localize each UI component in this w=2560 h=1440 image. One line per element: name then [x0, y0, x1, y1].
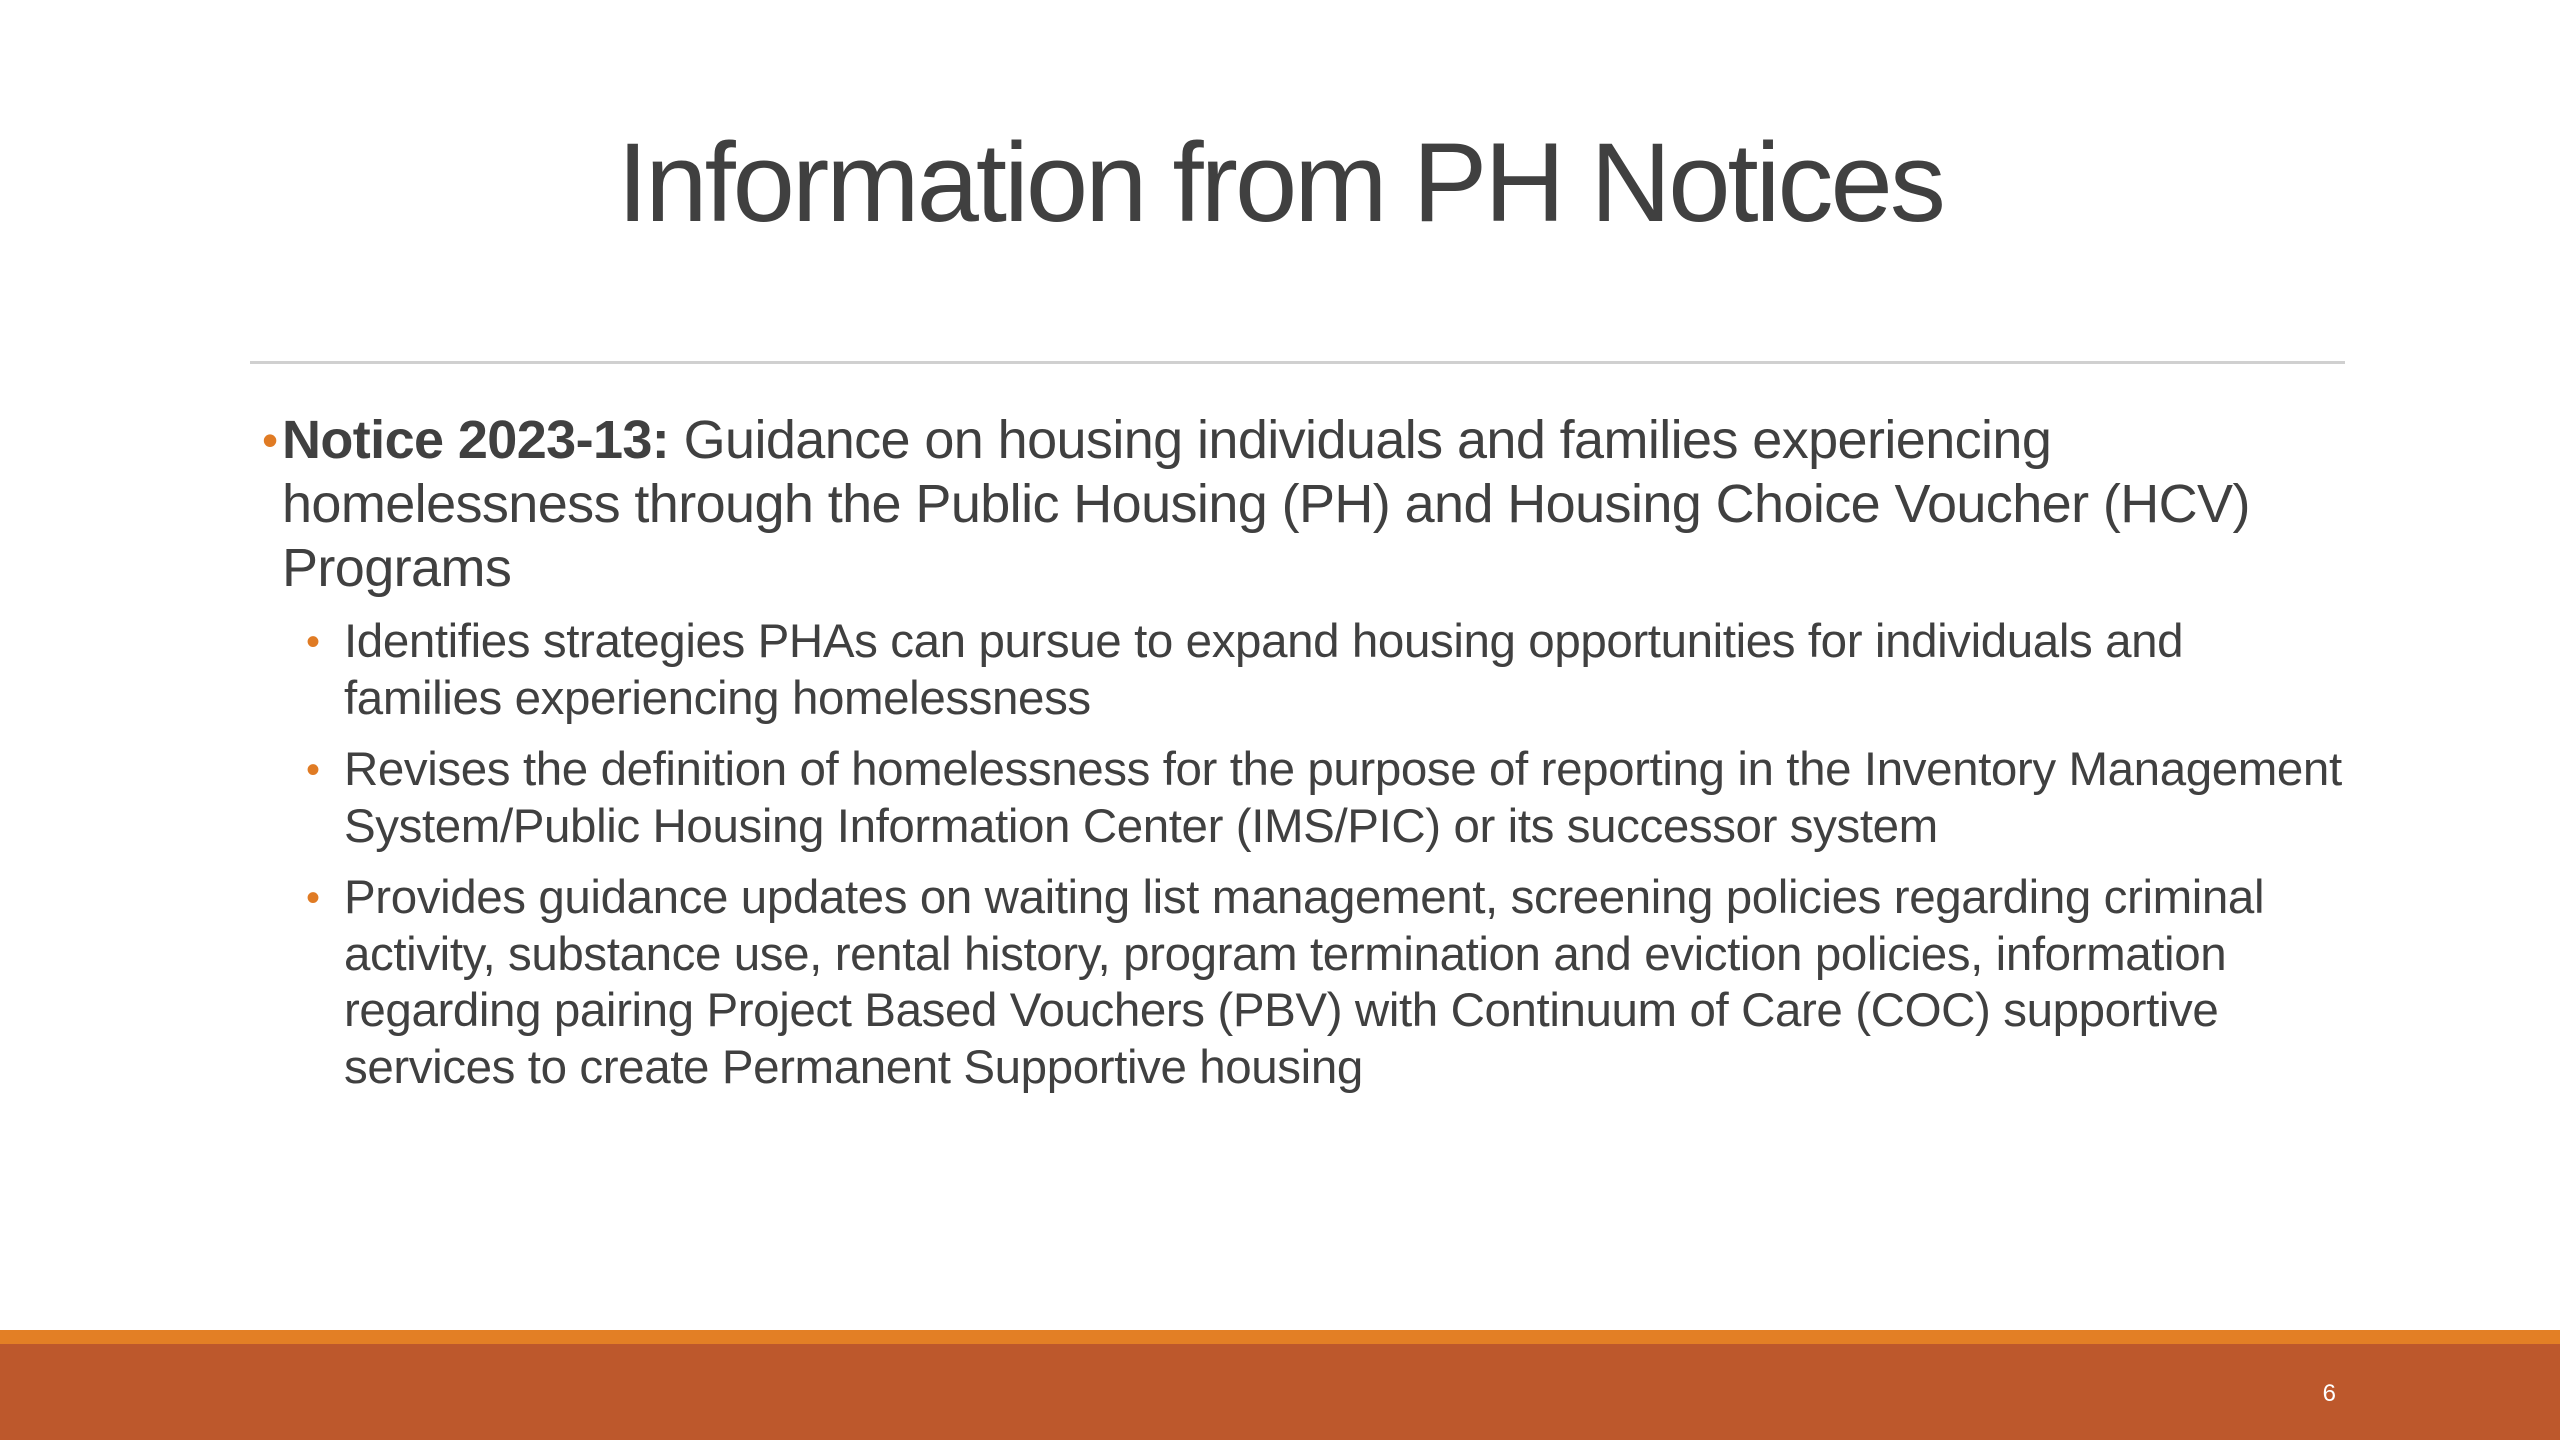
- footer-accent-stripe: [0, 1330, 2560, 1344]
- sub-bullet: [262, 614, 2352, 727]
- main-bullet: [262, 408, 2352, 600]
- page-number: 6: [2322, 1380, 2336, 1407]
- sub-bullet-text: Revises the definition of homelessness for the purpose of reporting in the Inventory Management System/Public Housing Information Center (IMS/PIC) or its successor system: [344, 743, 2342, 853]
- main-bullet-text: Guidance on housing individuals and families experiencing homelessness through the Public Housing (PH) and Housing Choice Voucher (HCV) Programs: [282, 410, 2250, 598]
- sub-bullet: [262, 870, 2352, 1096]
- bullet-dot-icon: •: [306, 876, 320, 920]
- slide-body: [262, 408, 2352, 1111]
- bullet-dot-icon: •: [306, 748, 320, 792]
- bullet-dot-icon: •: [306, 620, 320, 664]
- title-divider: [250, 361, 2345, 364]
- main-bullet-lead: Notice 2023-13:: [282, 410, 670, 470]
- sub-bullet-text: Provides guidance updates on waiting list management, screening policies regarding criminal activity, substance use, rental history, program termination and eviction policies, information regarding pairing Project Based Vouchers (PBV) with Continuum of Care (COC) supportive services to create Permanent Supportive housing: [344, 871, 2265, 1094]
- sub-bullet-list: [262, 614, 2352, 1096]
- bullet-dot-icon: •: [262, 414, 278, 466]
- slide-title: Information from PH Notices: [617, 120, 1943, 245]
- sub-bullet: [262, 742, 2352, 855]
- sub-bullet-text: Identifies strategies PHAs can pursue to expand housing opportunities for individuals and families experiencing homelessness: [344, 615, 2184, 725]
- footer-bar: [0, 1344, 2560, 1440]
